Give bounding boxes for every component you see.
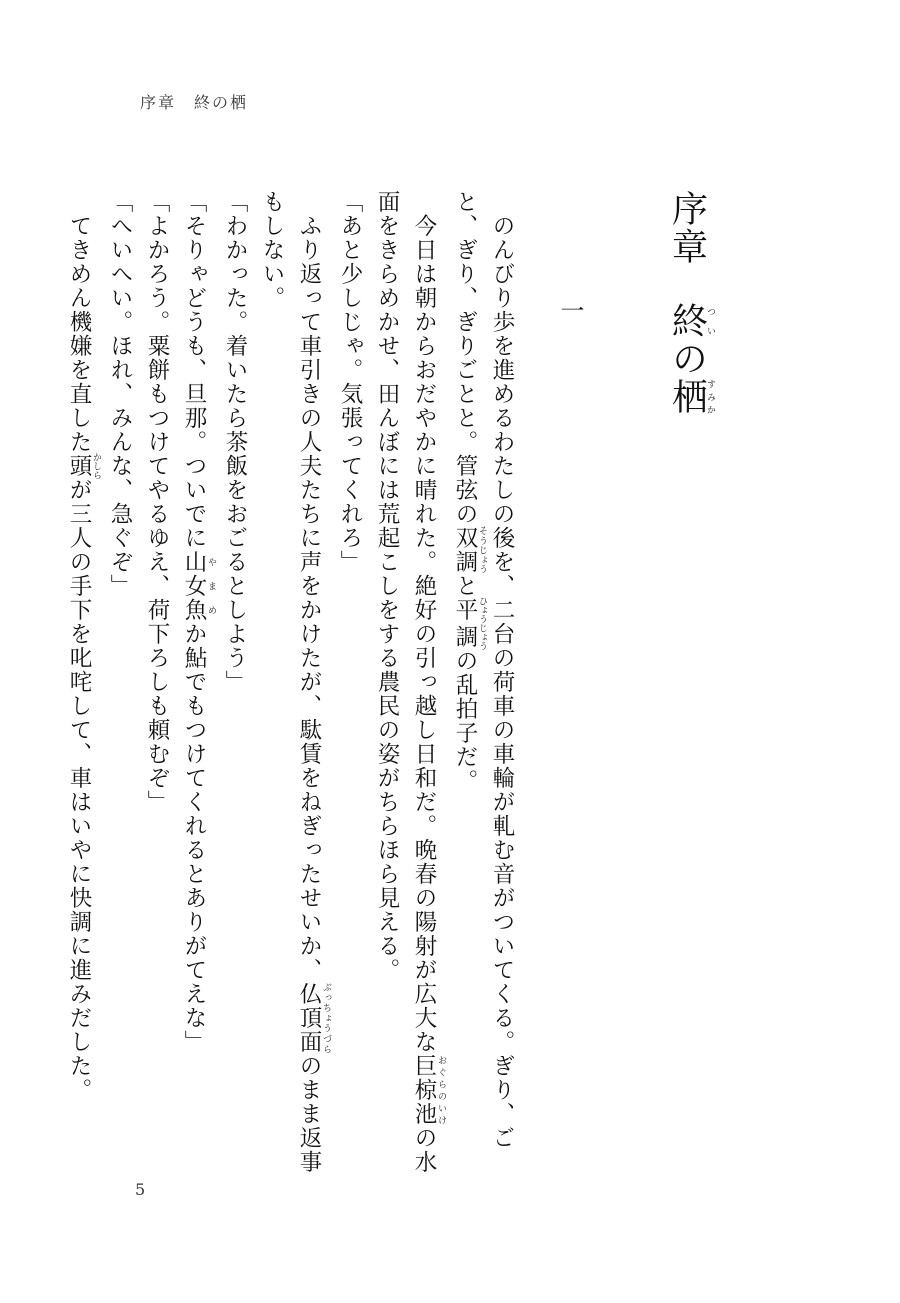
chapter-title bbox=[665, 190, 716, 416]
paragraph bbox=[368, 190, 446, 1190]
ruby-word: 双調 そうじょう bbox=[452, 526, 487, 574]
ruby-word: 仏頂面 ぶっちょうづら bbox=[296, 982, 331, 1054]
text-run: 今日は朝からおだやかに晴れた。絶好の引っ越し日和だ。晩春の陽射が広大な bbox=[411, 190, 437, 1054]
paragraph bbox=[331, 190, 368, 1190]
paragraph bbox=[446, 190, 520, 1190]
chapter-prefix: 序章 bbox=[666, 190, 708, 266]
paragraph bbox=[175, 190, 216, 1190]
text-run: 「へいへい。ほれ、みんな、急ぐぞ」 bbox=[107, 190, 133, 598]
chapter-subtitle bbox=[666, 302, 715, 416]
text-run: 「あと少しじゃ。気張ってくれろ」 bbox=[337, 190, 363, 574]
running-head: 序章 終の栖 bbox=[140, 93, 249, 112]
chapter-title-char: 終つい bbox=[666, 302, 715, 340]
ruby-word: 山女魚 やまめ bbox=[181, 550, 216, 622]
text-run: 「わかった。着いたら茶飯をおごるとしよう」 bbox=[222, 190, 248, 694]
text-run: てきめん機嫌を直した bbox=[66, 190, 92, 454]
text-run: のんびり歩を進めるわたしの後を、二台の荷車の車輪が軋む音がついてくる。ぎり、ごと、ぎり、ぎりごとと。 bbox=[452, 190, 515, 1150]
body-text bbox=[66, 190, 520, 1190]
text-run: 「よかろう。粟餅もつけてやるゆえ、荷下ろしも頼むぞ」 bbox=[144, 190, 170, 814]
page-number: 5 bbox=[135, 1180, 146, 1199]
text-run: のまま返事もしない。 bbox=[259, 190, 322, 1174]
section-number: 一 bbox=[556, 298, 584, 322]
ruby-word: 平調 ひょうじょう bbox=[452, 596, 487, 651]
text-run: 管弦の bbox=[452, 454, 478, 526]
paragraph bbox=[60, 190, 101, 1190]
paragraph bbox=[138, 190, 175, 1190]
paragraph bbox=[216, 190, 253, 1190]
text-run: が三人の手下を叱咤して、車はいやに快調に進みだした。 bbox=[66, 478, 92, 1102]
text-run: 「そりゃどうも、旦那。ついでに bbox=[181, 190, 207, 550]
text-run: か鮎でもつけてくれるとありがてえな」 bbox=[181, 622, 207, 1054]
chapter-title-char: 栖すみか bbox=[666, 378, 715, 416]
text-run: の乱拍子だ。 bbox=[452, 649, 478, 793]
paragraph bbox=[253, 190, 331, 1190]
text-run: ふり返って車引きの人夫たちに声をかけたが、駄賃をねぎったせいか、 bbox=[296, 190, 322, 982]
text-run: の水面をきらめかせ、田んぼには荒起こしをする農民の姿がちらほら見える。 bbox=[374, 190, 437, 1174]
text-run: と bbox=[452, 574, 478, 598]
chapter-title-char: の bbox=[666, 340, 708, 378]
ruby-word: 頭 かしら bbox=[66, 452, 101, 480]
paragraph bbox=[101, 190, 138, 1190]
ruby-word: 巨椋池 おぐらのいけ bbox=[411, 1054, 446, 1126]
